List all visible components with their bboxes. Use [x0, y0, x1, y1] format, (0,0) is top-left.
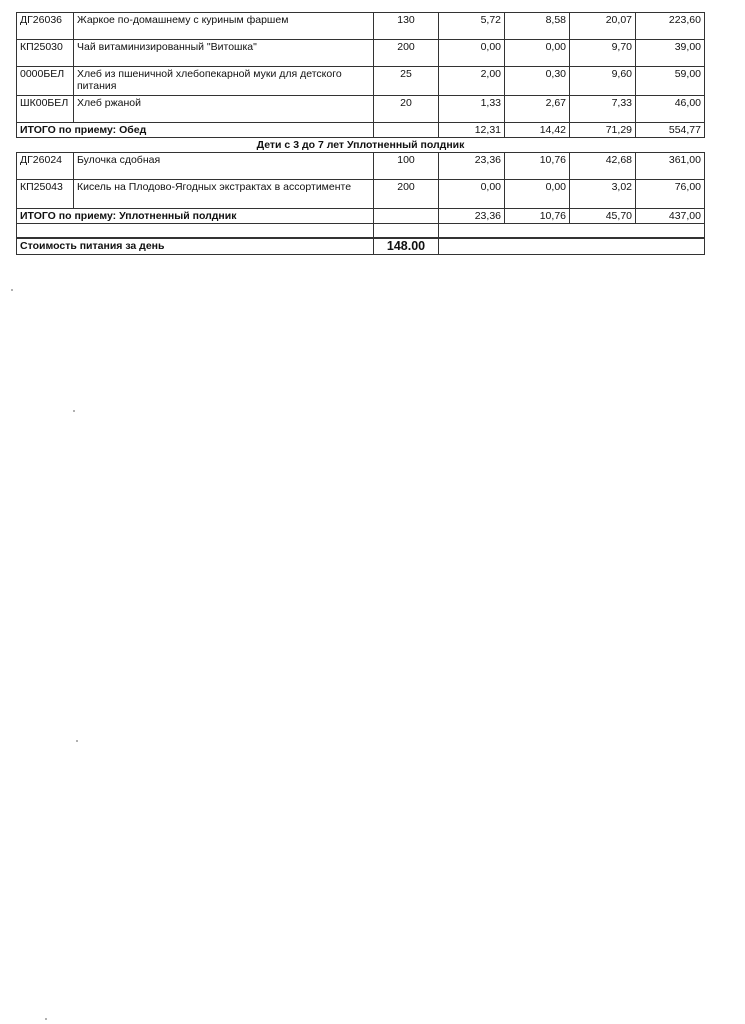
dish-weight: 200: [374, 40, 439, 67]
dish-code: КП25043: [17, 180, 74, 209]
dish-protein: 2,00: [439, 67, 505, 96]
dish-kcal: 59,00: [636, 67, 705, 96]
dish-protein: 23,36: [439, 153, 505, 180]
dish-protein: 1,33: [439, 96, 505, 123]
dish-name: Хлеб из пшеничной хлебопекарной муки для детского питания: [74, 67, 374, 96]
total-kcal: 437,00: [636, 209, 705, 224]
dish-name: Булочка сдобная: [74, 153, 374, 180]
dish-carbs: 9,70: [570, 40, 636, 67]
table-row: [17, 67, 705, 96]
scan-speck: [11, 289, 13, 291]
dish-weight: 25: [374, 67, 439, 96]
total-protein: 12,31: [439, 123, 505, 138]
dish-name: Хлеб ржаной: [74, 96, 374, 123]
total-label: ИТОГО по приему: Уплотненный полдник: [17, 209, 374, 224]
dish-carbs: 3,02: [570, 180, 636, 209]
dish-weight: 100: [374, 153, 439, 180]
dish-kcal: 361,00: [636, 153, 705, 180]
dish-name: Жаркое по-домашнему с куриным фаршем: [74, 13, 374, 40]
cost-label: Стоимость питания за день: [17, 238, 374, 255]
dish-fat: 0,00: [505, 40, 570, 67]
dish-kcal: 39,00: [636, 40, 705, 67]
scan-speck: [73, 410, 75, 412]
total-fat: 10,76: [505, 209, 570, 224]
spacer-row: [17, 224, 705, 239]
dish-fat: 0,30: [505, 67, 570, 96]
table-row: [17, 40, 705, 67]
dish-kcal: 46,00: [636, 96, 705, 123]
total-protein: 23,36: [439, 209, 505, 224]
scan-speck: [45, 1018, 47, 1020]
total-weight: [374, 123, 439, 138]
table-row: [17, 180, 705, 209]
dish-code: 0000БЕЛ: [17, 67, 74, 96]
total-kcal: 554,77: [636, 123, 705, 138]
menu-sheet: [16, 12, 704, 255]
dish-code: ДГ26024: [17, 153, 74, 180]
cost-value: 148.00: [374, 238, 439, 255]
total-fat: 14,42: [505, 123, 570, 138]
dish-fat: 0,00: [505, 180, 570, 209]
dish-protein: 0,00: [439, 180, 505, 209]
dish-weight: 200: [374, 180, 439, 209]
dish-name: Кисель на Плодово-Ягодных экстрактах в ассортименте: [74, 180, 374, 209]
total-weight: [374, 209, 439, 224]
dish-carbs: 20,07: [570, 13, 636, 40]
dish-weight: 20: [374, 96, 439, 123]
dish-fat: 8,58: [505, 13, 570, 40]
table-row: [17, 96, 705, 123]
dish-fat: 2,67: [505, 96, 570, 123]
dish-carbs: 7,33: [570, 96, 636, 123]
dish-carbs: 42,68: [570, 153, 636, 180]
dish-code: КП25030: [17, 40, 74, 67]
dish-kcal: 76,00: [636, 180, 705, 209]
total-row: [17, 123, 705, 138]
menu-table: [16, 12, 705, 255]
total-carbs: 45,70: [570, 209, 636, 224]
dish-code: ШК00БЕЛ: [17, 96, 74, 123]
section-title: Дети с 3 до 7 лет Уплотненный полдник: [17, 138, 705, 153]
dish-protein: 0,00: [439, 40, 505, 67]
dish-protein: 5,72: [439, 13, 505, 40]
dish-fat: 10,76: [505, 153, 570, 180]
dish-name: Чай витаминизированный "Витошка": [74, 40, 374, 67]
section-title-row: [17, 138, 705, 153]
dish-weight: 130: [374, 13, 439, 40]
scan-speck: [76, 740, 78, 742]
total-carbs: 71,29: [570, 123, 636, 138]
dish-carbs: 9,60: [570, 67, 636, 96]
cost-row: [17, 238, 705, 255]
table-row: [17, 153, 705, 180]
total-row: [17, 209, 705, 224]
total-label: ИТОГО по приему: Обед: [17, 123, 374, 138]
table-row: [17, 13, 705, 40]
dish-kcal: 223,60: [636, 13, 705, 40]
dish-code: ДГ26036: [17, 13, 74, 40]
